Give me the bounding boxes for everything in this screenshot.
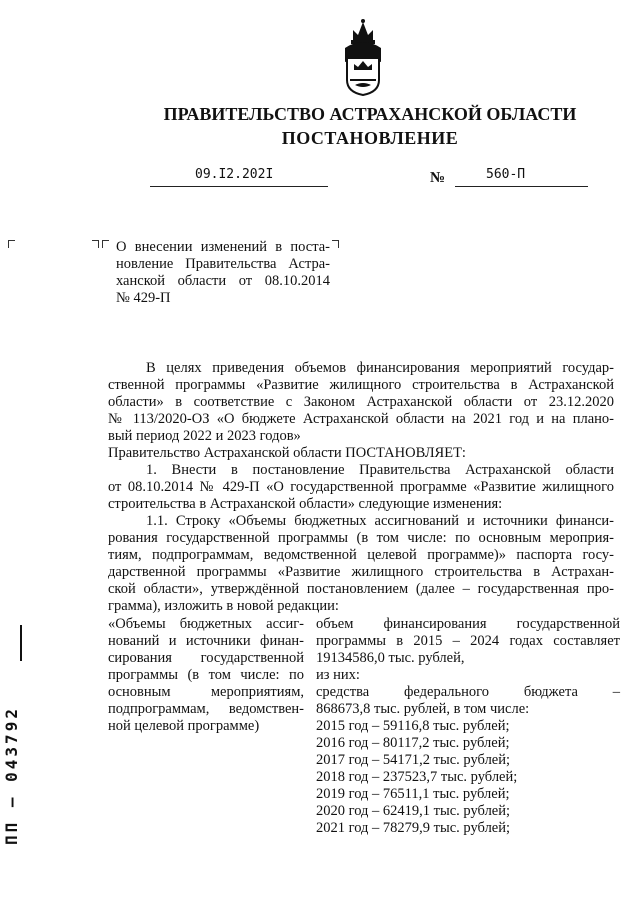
organization-title: ПРАВИТЕЛЬСТВО АСТРАХАНСКОЙ ОБЛАСТИ [163,104,577,124]
table-right-cell-line: 2017 год – 54171,2 тыс. рублей; [316,752,511,768]
body-line: 1. Внести в постановление Правительства Астраханской области [146,462,614,478]
date-underline [150,186,328,187]
document-number: 560-П [486,167,526,182]
body-line: тиям, подпрограммам, ведомственной целевой программе)» паспорта госу- [108,547,614,563]
margin-bar [20,625,22,661]
table-right-cell-line: 2018 год – 237523,7 тыс. рублей; [316,769,518,785]
table-left-cell-line: основным мероприятиям, [108,684,304,700]
body-line: грамма), изложить в новой редакции: [108,598,339,614]
table-right-cell-line: объем финансирования государственной [316,616,620,632]
table-right-cell-line: 2015 год – 59116,8 тыс. рублей; [316,718,510,734]
table-left-cell-line: «Объемы бюджетных ассиг- [108,616,304,632]
document-type-title: ПОСТАНОВЛЕНИЕ [281,128,459,148]
table-right-cell-line: 2020 год – 62419,1 тыс. рублей; [316,803,511,819]
corner-mark-left [8,240,15,248]
table-right-cell-line: 868673,8 тыс. рублей, в том числе: [316,701,530,717]
table-right-cell-line: из них: [316,667,360,683]
table-left-cell-line: ной целевой программе) [108,718,260,734]
body-line: ской области», утверждённой постановлением (далее – государственная про- [108,581,614,597]
body-line: рования государственной программы (в том числе: по основным мероприя- [108,530,614,546]
number-underline [455,186,588,187]
body-line: ственной программы «Развитие жилищного строительства в Астраханской [108,377,614,393]
corner-mark-mid-b [102,240,109,248]
corner-mark-right [332,240,339,248]
body-line: № 113/2020-ОЗ «О бюджете Астраханской области на 2021 год и на плано- [108,411,614,427]
body-line: дарственной программы «Развитие жилищного строительства в Астрахан- [108,564,614,580]
body-line: 1.1. Строку «Объемы бюджетных ассигнований и источники финанси- [146,513,614,529]
body-line: области» в соответствие с Законом Астраханской области от 23.12.2020 [108,394,614,410]
document-date: 09.I2.202I [195,167,274,182]
table-right-cell-line: программы в 2015 – 2024 годах составляет [316,633,620,649]
corner-mark-mid-a [92,240,99,248]
body-line: Правительство Астраханской области ПОСТАНОВЛЯЕТ: [108,445,466,461]
table-right-cell-line: 19134586,0 тыс. рублей, [316,650,465,666]
table-right-cell-line: 2021 год – 78279,9 тыс. рублей; [316,820,511,836]
table-right-cell-line: 2019 год – 76511,1 тыс. рублей; [316,786,510,802]
table-right-cell-line: средства федерального бюджета – [316,684,620,700]
table-left-cell-line: сирования государственной [108,650,304,666]
subject-line: О внесении изменений в поста- [116,239,330,255]
coat-of-arms-icon [341,18,385,96]
body-line: вый период 2022 и 2023 годов» [108,428,301,444]
body-line: В целях приведения объемов финансирования мероприятий государ- [146,360,614,376]
table-left-cell-line: программы (в том числе: по [108,667,304,683]
body-line: строительства в Астраханской области» следующие изменения: [108,496,503,512]
table-right-cell-line: 2016 год – 80117,2 тыс. рублей; [316,735,510,751]
subject-line: ханской области от 08.10.2014 [116,273,330,289]
number-label: № [430,170,446,186]
subject-line: новление Правительства Астра- [116,256,330,272]
serial-code: ПП – 043792 [2,706,21,845]
table-left-cell-line: подпрограммам, ведомствен- [108,701,304,717]
subject-line: № 429-П [116,290,171,306]
body-line: от 08.10.2014 № 429-П «О государственной программе «Развитие жилищного [108,479,614,495]
table-left-cell-line: нований и источники финан- [108,633,304,649]
